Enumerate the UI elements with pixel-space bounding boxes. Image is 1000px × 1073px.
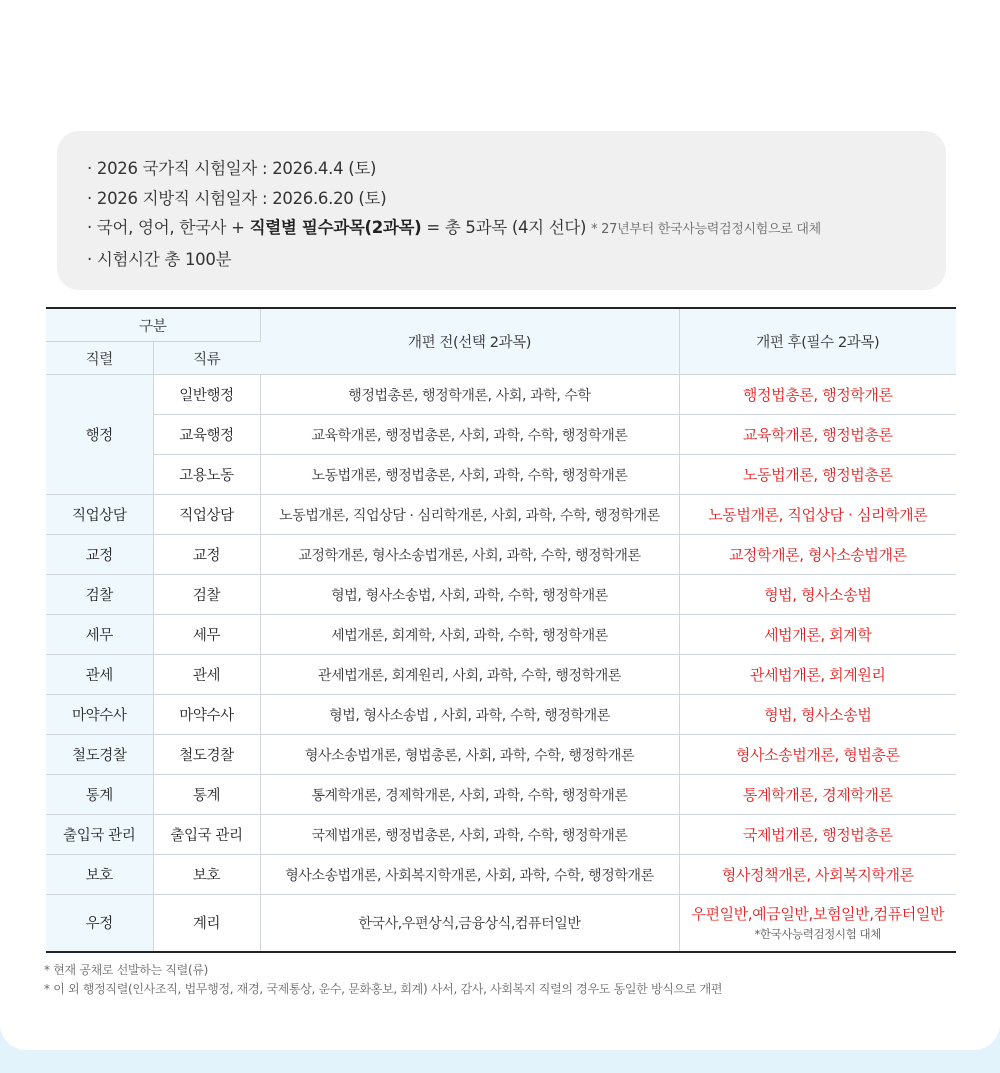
series-cell: 관세	[46, 655, 153, 695]
table-row	[46, 695, 956, 735]
before-subjects-cell: 한국사,우편상식,금융상식,컴퓨터일반	[260, 895, 679, 952]
series-cell: 검찰	[46, 575, 153, 615]
before-subjects-cell: 교육학개론, 행정법총론, 사회, 과학, 수학, 행정학개론	[260, 415, 679, 455]
after-subjects-note: *한국사능력검정시험 대체	[754, 927, 881, 942]
footnote-other-series: * 이 외 행정직렬(인사조직, 법무행정, 재경, 국제통상, 운수, 문화홍보, 회계) 사서, 감사, 사회복지 직렬의 경우도 동일한 방식으로 개편	[44, 982, 723, 996]
before-subjects-cell: 행정법총론, 행정학개론, 사회, 과학, 수학	[260, 375, 679, 415]
after-subjects-cell: 관세법개론, 회계원리	[679, 655, 956, 695]
after-subjects-cell: 형사정책개론, 사회복지학개론	[679, 855, 956, 895]
footnote-current-recruitment: * 현재 공채로 선발하는 직렬(류)	[44, 963, 209, 977]
type-cell: 일반행정	[153, 375, 260, 415]
table-row	[46, 415, 956, 455]
before-subjects-cell: 노동법개론, 직업상담 · 심리학개론, 사회, 과학, 수학, 행정학개론	[260, 495, 679, 535]
type-cell: 직업상담	[153, 495, 260, 535]
table-row	[46, 775, 956, 815]
after-subjects-cell	[679, 895, 956, 952]
type-cell: 철도경찰	[153, 735, 260, 775]
table-row	[46, 535, 956, 575]
after-subjects-cell: 통계학개론, 경제학개론	[679, 775, 956, 815]
after-subjects-cell: 노동법개론, 직업상담 · 심리학개론	[679, 495, 956, 535]
after-subjects-cell: 국제법개론, 행정법총론	[679, 815, 956, 855]
info-subjects-prefix: · 국어, 영어, 한국사 +	[87, 218, 250, 237]
after-subjects-cell: 형법, 형사소송법	[679, 575, 956, 615]
before-subjects-cell: 형사소송법개론, 사회복지학개론, 사회, 과학, 수학, 행정학개론	[260, 855, 679, 895]
subjects-table	[46, 307, 956, 953]
type-cell: 고용노동	[153, 455, 260, 495]
table-row	[46, 455, 956, 495]
before-subjects-cell: 형법, 형사소송법, 사회, 과학, 수학, 행정학개론	[260, 575, 679, 615]
after-subjects-cell: 세법개론, 회계학	[679, 615, 956, 655]
type-cell: 검찰	[153, 575, 260, 615]
after-subjects-cell: 행정법총론, 행정학개론	[679, 375, 956, 415]
footnotes	[44, 961, 722, 999]
info-subjects-suffix: = 총 5과목 (4지 선다)	[421, 218, 592, 237]
header-before: 개편 전(선택 2과목)	[260, 308, 679, 375]
info-subjects-bold: 직렬별 필수과목(2과목)	[249, 218, 422, 237]
series-cell: 철도경찰	[46, 735, 153, 775]
after-subjects-cell: 형사소송법개론, 형법총론	[679, 735, 956, 775]
type-cell: 통계	[153, 775, 260, 815]
series-cell: 보호	[46, 855, 153, 895]
series-cell: 마약수사	[46, 695, 153, 735]
before-subjects-cell: 세법개론, 회계학, 사회, 과학, 수학, 행정학개론	[260, 615, 679, 655]
table-row	[46, 735, 956, 775]
table-row	[46, 655, 956, 695]
after-subjects-cell: 노동법개론, 행정법총론	[679, 455, 956, 495]
type-cell: 세무	[153, 615, 260, 655]
table-row	[46, 575, 956, 615]
table-row	[46, 895, 956, 952]
info-subjects	[87, 213, 946, 245]
header-type: 직류	[153, 342, 260, 375]
after-subjects-cell: 교육학개론, 행정법총론	[679, 415, 956, 455]
before-subjects-cell: 형사소송법개론, 형법총론, 사회, 과학, 수학, 행정학개론	[260, 735, 679, 775]
after-subjects-cell: 교정학개론, 형사소송법개론	[679, 535, 956, 575]
before-subjects-cell: 관세법개론, 회계원리, 사회, 과학, 수학, 행정학개론	[260, 655, 679, 695]
series-cell: 우정	[46, 895, 153, 952]
type-cell: 마약수사	[153, 695, 260, 735]
type-cell: 출입국 관리	[153, 815, 260, 855]
table-row	[46, 855, 956, 895]
header-category: 구분	[46, 308, 260, 342]
series-cell: 통계	[46, 775, 153, 815]
after-subjects-text: 우편일반,예금일반,보험일반,컴퓨터일반	[691, 905, 945, 924]
type-cell: 계리	[153, 895, 260, 952]
series-cell: 직업상담	[46, 495, 153, 535]
series-cell: 세무	[46, 615, 153, 655]
before-subjects-cell: 통계학개론, 경제학개론, 사회, 과학, 수학, 행정학개론	[260, 775, 679, 815]
before-subjects-cell: 국제법개론, 행정법총론, 사회, 과학, 수학, 행정학개론	[260, 815, 679, 855]
info-local-exam-date: · 2026 지방직 시험일자 : 2026.6.20 (토)	[87, 188, 387, 208]
series-cell: 행정	[46, 375, 153, 495]
info-national-exam-date: · 2026 국가직 시험일자 : 2026.4.4 (토)	[87, 159, 377, 178]
table-row	[46, 615, 956, 655]
table-row	[46, 375, 956, 415]
info-exam-time: · 시험시간 총 100분	[87, 249, 232, 269]
type-cell: 교정	[153, 535, 260, 575]
after-subjects-cell: 형법, 형사소송법	[679, 695, 956, 735]
type-cell: 교육행정	[153, 415, 260, 455]
info-subjects-note: * 27년부터 한국사능력검정시험으로 대체	[591, 222, 821, 237]
header-series: 직렬	[46, 342, 153, 375]
header-after: 개편 후(필수 2과목)	[679, 308, 956, 375]
table-row	[46, 495, 956, 535]
type-cell: 관세	[153, 655, 260, 695]
table-row	[46, 815, 956, 855]
series-cell: 교정	[46, 535, 153, 575]
before-subjects-cell: 노동법개론, 행정법총론, 사회, 과학, 수학, 행정학개론	[260, 455, 679, 495]
series-cell: 출입국 관리	[46, 815, 153, 855]
before-subjects-cell: 형법, 형사소송법 , 사회, 과학, 수학, 행정학개론	[260, 695, 679, 735]
exam-info-panel	[57, 131, 946, 290]
type-cell: 보호	[153, 855, 260, 895]
before-subjects-cell: 교정학개론, 형사소송법개론, 사회, 과학, 수학, 행정학개론	[260, 535, 679, 575]
